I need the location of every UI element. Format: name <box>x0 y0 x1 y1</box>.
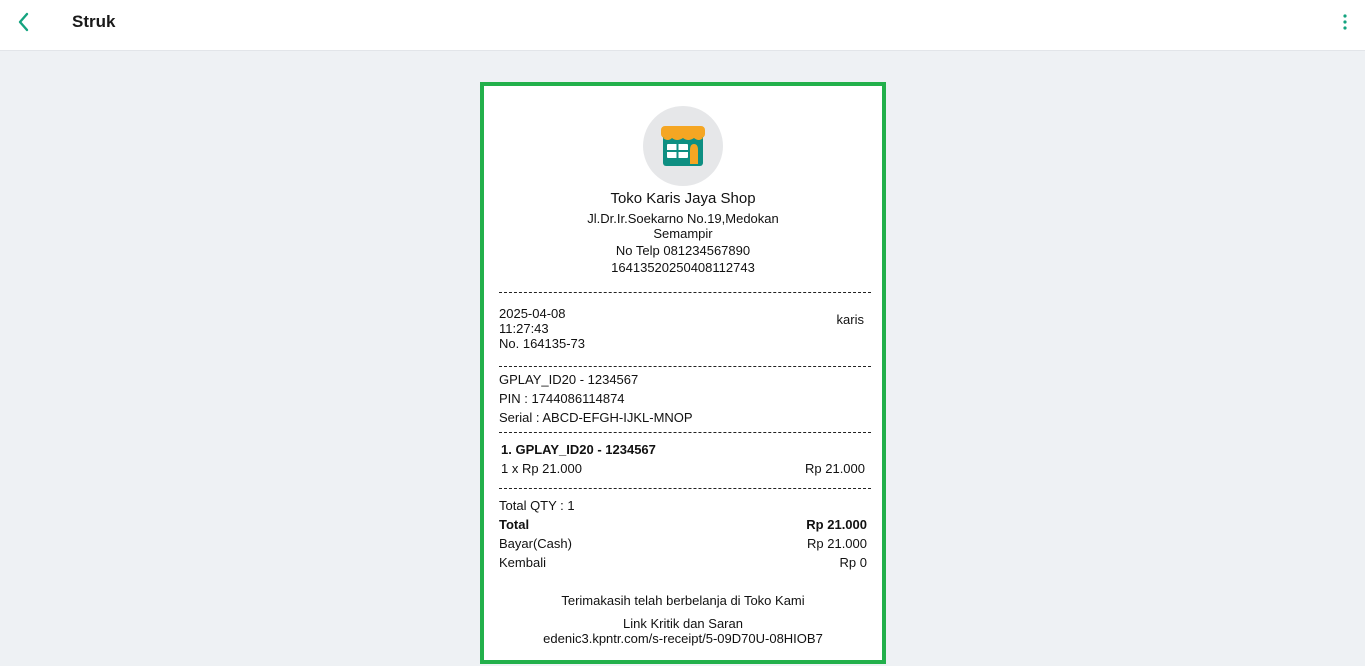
paid-label: Bayar(Cash) <box>499 536 572 551</box>
store-address <box>499 211 867 241</box>
voucher-serial: Serial : ABCD-EFGH-IJKL-MNOP <box>499 410 693 425</box>
serial-row <box>499 410 867 425</box>
product-line: GPLAY_ID20 - 1234567 <box>499 372 639 387</box>
pin-row <box>499 391 867 406</box>
page-title: Struk <box>72 12 116 31</box>
divider <box>499 488 871 489</box>
store-phone: No Telp 081234567890 <box>615 243 751 258</box>
feedback-link[interactable]: edenic3.kpntr.com/s-receipt/5-09D70U-08HIOB7 <box>543 631 823 646</box>
thank-you-message: Terimakasih telah berbelanja di Toko Kami <box>561 593 805 608</box>
store-icon <box>661 124 705 168</box>
paid-row <box>499 536 867 551</box>
total-row <box>499 517 867 532</box>
voucher-pin: PIN : 1744086114874 <box>499 391 625 406</box>
item-title-row <box>499 442 867 457</box>
total-qty-row <box>499 498 867 513</box>
address-line-2: Semampir <box>653 226 713 241</box>
store-transaction-id: 16413520250408112743 <box>611 260 755 275</box>
total-value: Rp 21.000 <box>806 517 867 532</box>
total-qty: Total QTY : 1 <box>499 498 575 513</box>
change-value: Rp 0 <box>839 555 867 570</box>
receipt-frame <box>480 82 886 664</box>
chevron-left-icon <box>16 12 32 32</box>
item-subtotal: Rp 21.000 <box>805 461 865 476</box>
transaction-time: 11:27:43 <box>499 321 549 336</box>
total-label: Total <box>499 517 530 532</box>
cashier-name: karis <box>836 312 864 327</box>
more-vertical-icon <box>1342 12 1348 32</box>
divider <box>499 432 871 433</box>
product-row <box>499 372 867 387</box>
store-logo <box>643 106 723 186</box>
transaction-date: 2025-04-08 <box>499 306 566 321</box>
feedback-label: Link Kritik dan Saran <box>623 616 743 631</box>
item-price-row <box>499 461 867 476</box>
address-line-1: Jl.Dr.Ir.Soekarno No.19,Medokan <box>587 211 779 226</box>
paid-value: Rp 21.000 <box>807 536 867 551</box>
time-row <box>499 321 867 336</box>
app-header <box>0 0 1365 51</box>
transaction-number: No. 164135-73 <box>499 336 586 351</box>
back-button[interactable] <box>10 8 38 36</box>
divider <box>499 292 871 293</box>
receipt <box>499 86 867 660</box>
change-label: Kembali <box>499 555 546 570</box>
item-title: 1. GPLAY_ID20 - 1234567 <box>501 442 656 457</box>
divider <box>499 366 871 367</box>
item-qty-price: 1 x Rp 21.000 <box>501 461 582 476</box>
change-row <box>499 555 867 570</box>
store-name: Toko Karis Jaya Shop <box>610 190 756 207</box>
number-row <box>499 336 867 351</box>
more-options-button[interactable] <box>1333 8 1357 36</box>
